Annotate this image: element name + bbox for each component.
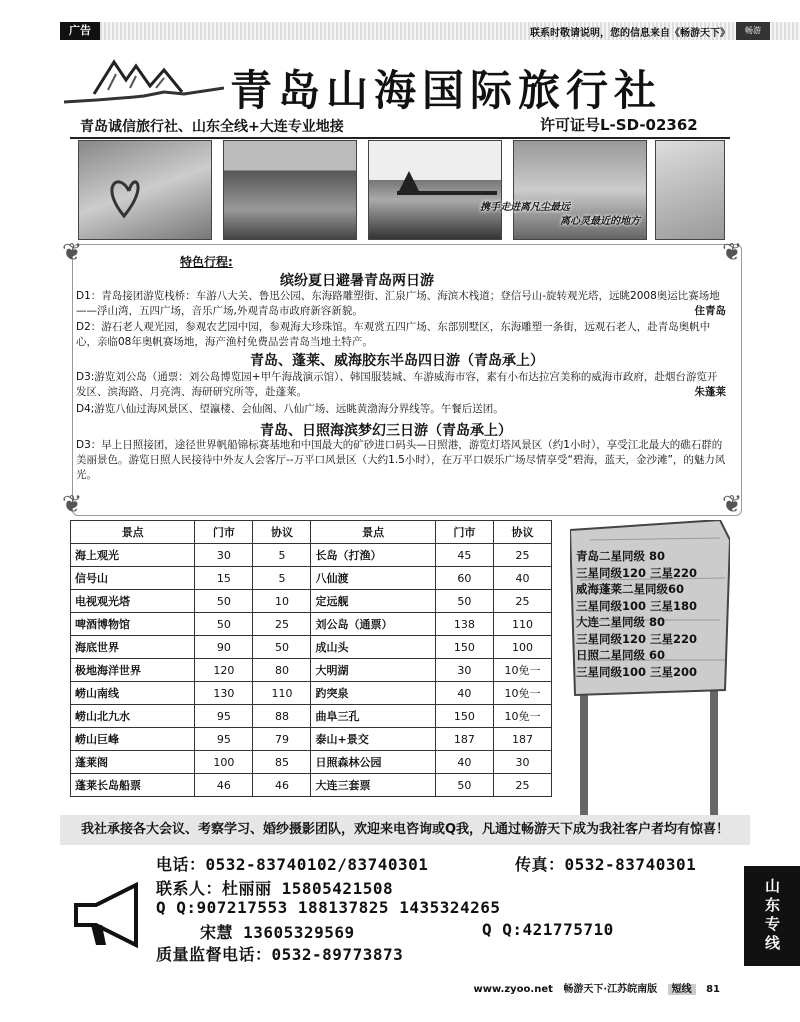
promo-banner: 我社承接各大会议、考察学习、婚纱摄影团队，欢迎来电咨询或Q我，凡通过畅游天下成为我社客户者均有惊喜！: [60, 815, 750, 845]
table-header-row: [71, 521, 552, 544]
qq-number-2: Q Q:421775710: [482, 920, 614, 939]
magazine-logo-icon: 畅游: [736, 22, 770, 40]
trip-title: 青岛、日照海滨梦幻三日游（青岛承上）: [260, 423, 512, 439]
table-row: [71, 682, 552, 705]
table-cell: 88: [253, 705, 311, 728]
table-cell: 10免一: [493, 682, 551, 705]
hotel-line: 日照二星同级 60: [576, 648, 666, 662]
table-cell: 110: [253, 682, 311, 705]
table-row: [71, 636, 552, 659]
table-cell: 187: [435, 728, 493, 751]
table-cell: 120: [195, 659, 253, 682]
section-tab: 山东专线: [744, 866, 800, 966]
table-cell: 崂山北九水: [71, 705, 195, 728]
col-header: 景点: [311, 521, 435, 544]
table-cell: 25: [493, 774, 551, 797]
table-cell: 50: [435, 590, 493, 613]
table-cell: 40: [493, 567, 551, 590]
table-cell: 25: [493, 590, 551, 613]
table-row: [71, 544, 552, 567]
table-cell: 10免一: [493, 705, 551, 728]
table-cell: 95: [195, 705, 253, 728]
table-cell: 10免一: [493, 659, 551, 682]
table-cell: 5: [253, 567, 311, 590]
hotel-line: 威海蓬莱二星同级60: [576, 582, 685, 596]
table-cell: 25: [493, 544, 551, 567]
table-cell: 趵突泉: [311, 682, 435, 705]
trip-day: D3：早上日照接团，途径世界帆船锦标赛基地和中国最大的矿砂进口码头—日照港，游览灯塔风景区（约1小时），享受江北最大的礁石群的美丽景色。游览日照人民接待中外友人会客厅--万平口风景区（大约1.5小时），在万平口娱乐广场尽情享受“碧海，蓝天，金沙滩”，的魅力风光。: [76, 439, 726, 481]
table-cell: 80: [253, 659, 311, 682]
table-cell: 极地海洋世界: [71, 659, 195, 682]
table-cell: 40: [435, 751, 493, 774]
table-cell: 信号山: [71, 567, 195, 590]
photo-sea-waves: [223, 140, 357, 240]
col-header: 门市: [435, 521, 493, 544]
col-header: 景点: [71, 521, 195, 544]
table-cell: 110: [493, 613, 551, 636]
table-cell: 100: [195, 751, 253, 774]
col-header: 门市: [195, 521, 253, 544]
table-row: [71, 774, 552, 797]
contact-person: 联系人：杜丽丽 15805421508: [156, 879, 394, 898]
footer-magazine: 畅游天下·江苏皖南版: [563, 984, 658, 995]
agency-title: 青岛山海国际旅行社: [230, 66, 663, 115]
table-row: [71, 705, 552, 728]
trip-title: 青岛、蓬莱、威海胶东半岛四日游（青岛承上）: [250, 353, 544, 369]
ornament-icon: ❦: [722, 490, 743, 518]
table-cell: 海底世界: [71, 636, 195, 659]
hotel-line: 三星同级100 三星180: [576, 598, 698, 613]
table-cell: 95: [195, 728, 253, 751]
fax: 传真：0532-83740301: [515, 855, 697, 874]
hotel-line: 三星同级120 三星220: [576, 565, 698, 580]
table-cell: 50: [435, 774, 493, 797]
table-cell: 刘公岛（通票）: [311, 613, 435, 636]
table-cell: 电视观光塔: [71, 590, 195, 613]
table-cell: 30: [493, 751, 551, 774]
table-cell: 长岛（打渔）: [311, 544, 435, 567]
photo-beach-heart: [78, 140, 212, 240]
slogan-line-1: 携手走进离凡尘最远: [480, 202, 570, 213]
table-row: [71, 567, 552, 590]
trip-title: 缤纷夏日避暑青岛两日游: [280, 273, 434, 289]
table-cell: 45: [435, 544, 493, 567]
col-header: 协议: [253, 521, 311, 544]
ornament-icon: ❦: [722, 238, 743, 266]
price-table: [70, 520, 552, 797]
table-cell: 大连三套票: [311, 774, 435, 797]
trip-day: D2：游石老人观光园，参观农艺园中园，参观海大珍珠馆。车观赏五四广场、东部别墅区，东海雕塑一条街，远观石老人，赴青岛奥帆中心，亲临08年奥帆赛场地，海产渔村免费品尝青岛当地土特产。: [76, 321, 711, 348]
table-cell: 15: [195, 567, 253, 590]
tagline: 青岛诚信旅行社、山东全线+大连专业地接: [80, 119, 344, 135]
table-cell: 25: [253, 613, 311, 636]
table-cell: 崂山巨峰: [71, 728, 195, 751]
table-cell: 187: [493, 728, 551, 751]
slogan-line-2: 离心灵最近的地方: [560, 216, 640, 227]
hotel-line: 三星同级100 三星200: [576, 664, 698, 679]
table-cell: 90: [195, 636, 253, 659]
table-cell: 40: [435, 682, 493, 705]
hotel-line: 青岛二星同级 80: [576, 549, 666, 563]
table-row: [71, 751, 552, 774]
table-cell: 100: [493, 636, 551, 659]
qq-numbers: Q Q:907217553 188137825 1435324265: [156, 898, 501, 917]
table-cell: 崂山南线: [71, 682, 195, 705]
trip-day: D1：青岛接团游览栈桥：车游八大关、鲁迅公园、东海路雕塑街、汇泉广场、海滨木栈道；登信号山-旋转观光塔，远眺2008奥运比赛场地——浮山湾，五四广场，音乐广场,外观青岛市政府新容新貌。 住青岛: [76, 290, 726, 317]
hotel-price-list: [576, 548, 697, 680]
table-cell: 60: [435, 567, 493, 590]
hotel-line: 大连二星同级 80: [576, 615, 666, 629]
license-number: 许可证号L-SD-02362: [540, 116, 698, 134]
top-note: 联系时敬请说明，您的信息来自《畅游天下》: [530, 28, 730, 39]
table-cell: 138: [435, 613, 493, 636]
trip-day: D3:游览刘公岛（通票：刘公岛博览园+甲午海战演示馆）、韩国服装城、车游威海市容，素有小布达拉宫美称的威海市政府，赴烟台游览开发区、滨海路、月亮湾、海研研究所等，赴蓬莱。 朱蓬莱: [76, 371, 726, 398]
hotel-line: 三星同级120 三星220: [576, 631, 698, 646]
table-cell: 10: [253, 590, 311, 613]
table-cell: 成山头: [311, 636, 435, 659]
footer-site: www.zyoo.net: [473, 984, 553, 995]
table-cell: 150: [435, 705, 493, 728]
table-cell: 泰山+景交: [311, 728, 435, 751]
table-row: [71, 613, 552, 636]
table-cell: 蓬莱阁: [71, 751, 195, 774]
table-row: [71, 728, 552, 751]
footer-section: 短线: [668, 984, 696, 995]
table-cell: 5: [253, 544, 311, 567]
table-cell: 海上观光: [71, 544, 195, 567]
photo-sand: [655, 140, 725, 240]
table-cell: 30: [195, 544, 253, 567]
table-cell: 46: [195, 774, 253, 797]
table-cell: 79: [253, 728, 311, 751]
table-cell: 八仙渡: [311, 567, 435, 590]
trip-day: D4;游览八仙过海风景区、望瀛楼、会仙阁、八仙广场、远眺黄渤海分界线等。午餐后送团。: [76, 403, 504, 415]
table-cell: 50: [195, 613, 253, 636]
table-cell: 130: [195, 682, 253, 705]
table-cell: 大明湖: [311, 659, 435, 682]
footer: [473, 980, 720, 995]
table-cell: 蓬莱长岛船票: [71, 774, 195, 797]
col-header: 协议: [493, 521, 551, 544]
table-cell: 46: [253, 774, 311, 797]
table-cell: 日照森林公园: [311, 751, 435, 774]
table-cell: 50: [195, 590, 253, 613]
table-cell: 啤酒博物馆: [71, 613, 195, 636]
ornament-icon: ❦: [62, 490, 83, 518]
page-number: 81: [706, 984, 720, 995]
photo-pier-pavilion: [368, 140, 502, 240]
table-cell: 85: [253, 751, 311, 774]
quality-hotline: 质量监督电话：0532-89773873: [156, 945, 404, 964]
table-row: [71, 590, 552, 613]
mountain-logo-icon: [64, 52, 224, 112]
table-cell: 30: [435, 659, 493, 682]
ad-label: 广告: [60, 22, 100, 40]
table-cell: 定远舰: [311, 590, 435, 613]
table-cell: 50: [253, 636, 311, 659]
table-cell: 150: [435, 636, 493, 659]
ornament-icon: ❦: [62, 238, 83, 266]
table-row: [71, 659, 552, 682]
table-cell: 曲阜三孔: [311, 705, 435, 728]
itinerary-heading: 特色行程:: [180, 255, 233, 269]
megaphone-icon: [66, 880, 146, 950]
phone: 电话：0532-83740102/83740301: [156, 855, 429, 874]
contact-person-2: 宋慧 13605329569: [200, 923, 355, 942]
